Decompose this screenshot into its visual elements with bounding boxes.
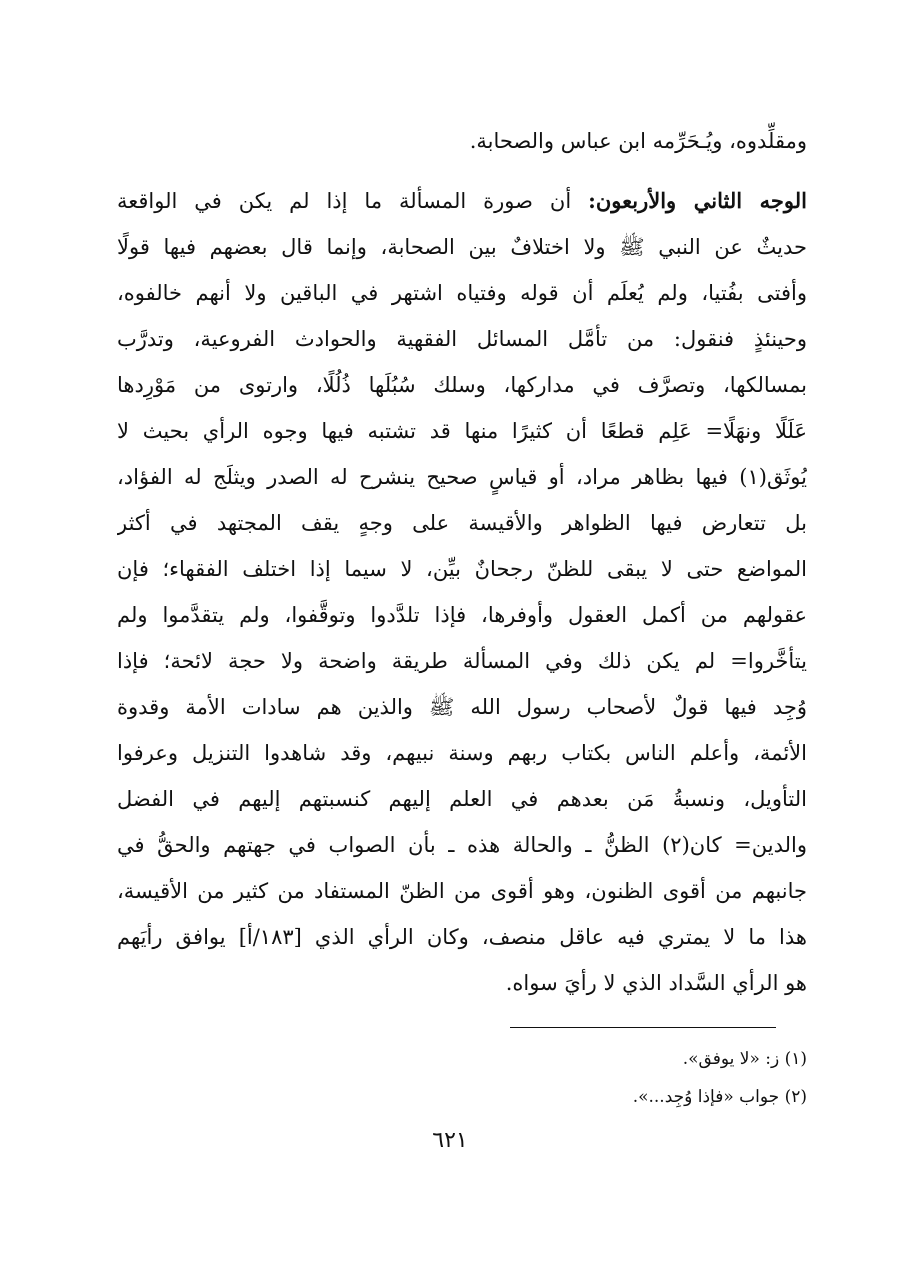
text-line: بمسالكها، وتصرَّف في مداركها، وسلك سُبُلَها ذُلُلًا، وارتوى من مَوْرِدها <box>117 373 807 397</box>
text-line: يتأخَّروا= لم يكن ذلك وفي المسألة طريقة واضحة ولا حجة لائحة؛ فإذا <box>117 649 807 673</box>
text-line: التأويل، ونسبةُ مَن بعدهم في العلم إليهم كنسبتهم إليهم في الفضل <box>117 787 807 811</box>
footnote-divider <box>510 1027 776 1028</box>
text-line: حديثٌ عن النبي ﷺ ولا اختلافٌ بين الصحابة، وإنما قال بعضهم فيها قولًا <box>117 235 807 259</box>
text-line: هذا ما لا يمتري فيه عاقل منصف، وكان الرأي الذي [١٨٣/أ] يوافق رأيَهم <box>117 925 807 949</box>
footnotes <box>430 1040 807 1116</box>
footnote-item: (١) ز: «لا يوفق». <box>682 1049 807 1069</box>
main-paragraph <box>117 164 807 1006</box>
section-heading: الوجه الثاني والأربعون: <box>588 188 807 213</box>
text-line: عقولهم من أكمل العقول وأوفرها، فإذا تلدَّدوا وتوقَّفوا، ولم يتقدَّموا ولم <box>117 603 807 627</box>
text-line: وُجِد فيها قولٌ لأصحاب رسول الله ﷺ والذين هم سادات الأمة وقدوة <box>117 695 807 719</box>
text-line: جانبهم من أقوى الظنون، وهو أقوى من الظنّ المستفاد من كثير من الأقيسة، <box>117 879 807 903</box>
footnote-item: (٢) جواب «فإذا وُجِد...». <box>632 1087 807 1107</box>
text-line: الأئمة، وأعلم الناس بكتاب ربهم وسنة نبيهم، وقد شاهدوا التنزيل وعرفوا <box>117 741 807 765</box>
text-line: وحينئذٍ فنقول: من تأمَّل المسائل الفقهية والحوادث الفروعية، وتدرَّب <box>117 327 807 351</box>
text-line: بل تتعارض فيها الظواهر والأقيسة على وجهٍ يقف المجتهد في أكثر <box>117 511 807 535</box>
text-line-rest: أن صورة المسألة ما إذا لم يكن في الواقعة <box>117 189 589 213</box>
text-line: وأفتى بفُتيا، ولم يُعلَم أن قوله وفتياه اشتهر في الباقين ولا أنهم خالفوه، <box>117 281 807 305</box>
text-line: يُوثَق(١) فيها بظاهر مراد، أو قياسٍ صحيح ينشرح له الصدر ويثلَج له الفؤاد، <box>117 465 807 489</box>
text-line: والدين= كان(٢) الظنُّ ـ والحالة هذه ـ بأن الصواب في جهتهم والحقُّ في <box>117 833 807 857</box>
text-line <box>117 178 807 224</box>
text-line: المواضع حتى لا يبقى للظنّ رجحانٌ بيِّن، لا سيما إذا اختلف الفقهاء؛ فإن <box>117 557 807 581</box>
text-line: هو الرأي السَّداد الذي لا رأيَ سواه. <box>505 971 807 995</box>
text-line: عَلَلًا ونهَلًا= عَلِم قطعًا أن كثيرًا منها قد تشتبه فيها وجوه الرأي بحيث لا <box>117 419 807 443</box>
text-line: ومقلِّدوه، ويُـحَرِّمه ابن عباس والصحابة. <box>469 129 807 153</box>
continuation-paragraph <box>117 118 807 164</box>
page-number: ٦٢١ <box>432 1128 468 1153</box>
